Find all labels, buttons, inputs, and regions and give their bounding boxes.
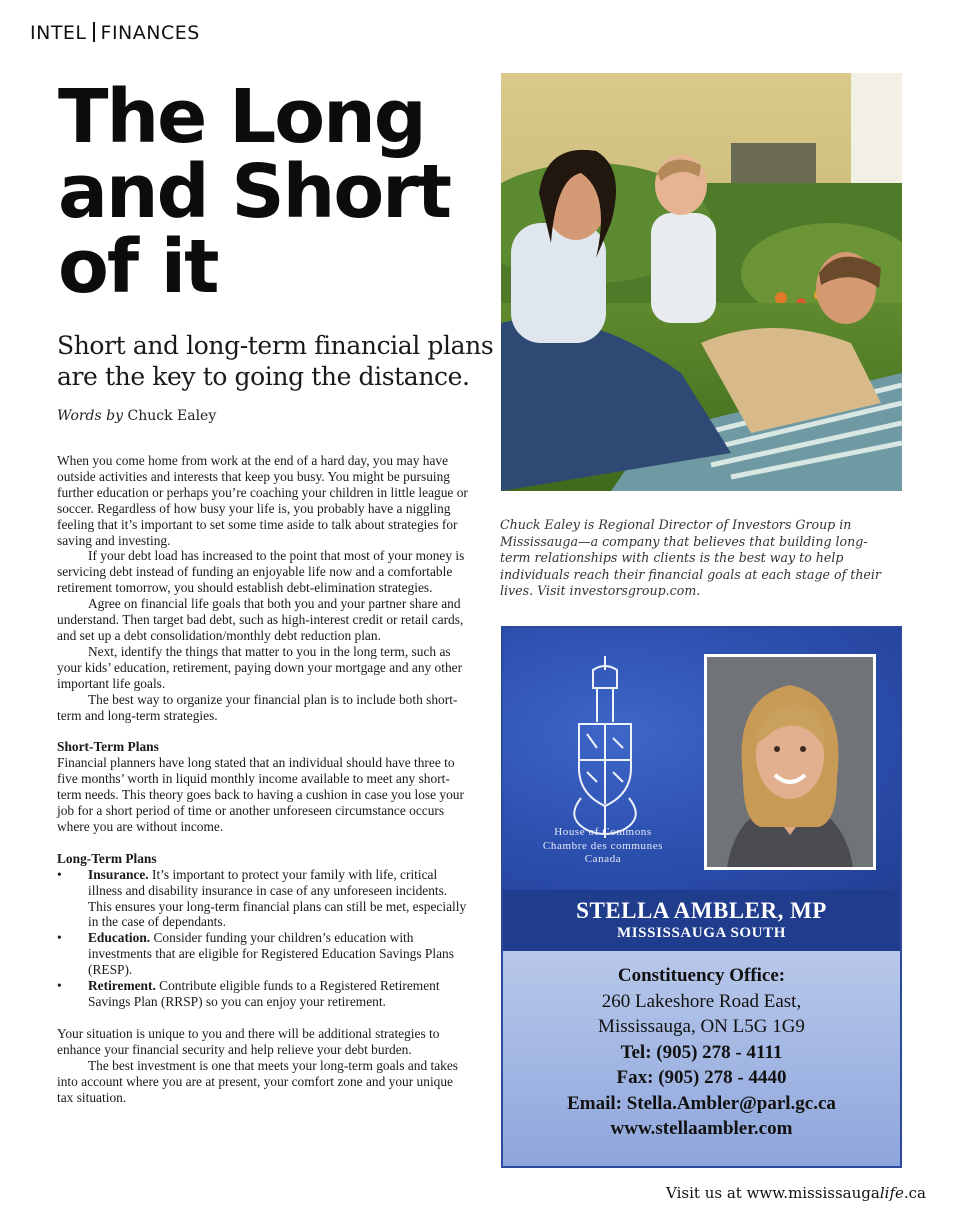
long-term-heading: Long-Term Plans	[57, 850, 157, 866]
headline-line: and Short	[58, 149, 451, 235]
office-fax: Fax: (905) 278 - 4440	[616, 1067, 787, 1088]
office-phone: Tel: (905) 278 - 4111	[620, 1041, 783, 1063]
list-item	[57, 867, 471, 931]
mp-riding: MISSISSAUGA SOUTH	[616, 925, 786, 941]
bullet-icon: •	[57, 866, 62, 882]
footer-suffix: .ca	[903, 1184, 926, 1202]
section-divider	[93, 22, 95, 42]
deck-line: are the key to going the distance.	[57, 362, 470, 391]
office-website: www.stellaambler.com	[610, 1118, 793, 1139]
footer-prefix: Visit us at www.mississauga	[666, 1184, 880, 1202]
article-paragraph: Next, identify the things that matter to you in the long term, such as your kids’ education, retirement, paying down your mortgage and any other important life goals.	[57, 643, 463, 691]
bullet-icon: •	[57, 978, 62, 994]
mp-advertisement	[501, 626, 902, 1168]
deck	[57, 330, 497, 392]
crest-line: House of Commons	[554, 826, 652, 838]
spacer	[57, 1010, 471, 1026]
article-paragraph: The best way to organize your financial plan is to include both short-term and long-term strategies.	[57, 691, 458, 723]
section-tag	[30, 22, 200, 44]
office-email: Email: Stella.Ambler@parl.gc.ca	[567, 1092, 836, 1114]
office-heading: Constituency Office:	[617, 965, 786, 986]
family-photo	[501, 73, 902, 491]
crest-caption	[513, 826, 693, 867]
section-tag-left: INTEL	[30, 22, 87, 44]
ad-contact-panel	[503, 951, 900, 1166]
byline-author: Chuck Ealey	[127, 408, 217, 424]
list-item-label: Retirement.	[88, 978, 156, 994]
list-item-label: Education.	[88, 930, 151, 946]
closing-paragraph: Your situation is unique to you and there will be additional strategies to enhance your financial security and help relieve your debt burden.	[57, 1025, 440, 1057]
long-term-list	[57, 867, 471, 1010]
list-item-text: Consider funding your children’s education with investments that are eligible for Registered Education Savings Plans (RESP).	[88, 930, 454, 978]
footer-promo	[666, 1184, 926, 1202]
article-paragraph: If your debt load has increased to the point that most of your money is servicing debt instead of funding an enjoyable life now and a comfortable retirement tomorrow, you should establish debt-elimination strategies.	[57, 548, 465, 596]
article-paragraph: Agree on financial life goals that both you and your partner share and understand. Then target bad debt, such as high-interest credit or retail cards, and set up a debt consolidation/monthly debt reduction plan.	[57, 596, 464, 643]
headline-line: The Long	[58, 74, 425, 160]
family-photo-illustration	[501, 73, 902, 491]
mp-name: STELLA AMBLER, MP	[576, 898, 827, 923]
footer-life: life	[879, 1184, 904, 1202]
crest-line: Chambre des communes	[542, 839, 664, 852]
ad-name-band	[503, 890, 900, 951]
section-tag-right: FINANCES	[100, 22, 200, 44]
byline	[57, 408, 216, 424]
mp-portrait	[704, 654, 876, 870]
headline	[58, 74, 488, 310]
list-item	[57, 930, 471, 978]
office-address-line: Mississauga, ON L5G 1G9	[598, 1016, 805, 1037]
list-item-text: It’s important to protect your family with life, critical illness and disability insurance in case of any unforeseen incidents. This ensures your long-term financial plans can still be met, especially in the case of dependants.	[88, 866, 467, 930]
short-term-text: Financial planners have long stated that an individual should have three to five months’ worth in liquid monthly income available to meet any short-term needs. This theory goes back to having a cushion in case you lose your job for a short period of time or another unforeseen circumstance occurs where you are without income.	[57, 755, 464, 834]
ad-header-panel	[503, 628, 900, 890]
bullet-icon: •	[57, 930, 62, 946]
byline-prefix: Words by	[57, 408, 124, 424]
list-item	[57, 978, 471, 1010]
spacer	[57, 835, 471, 851]
mp-portrait-illustration	[707, 657, 873, 867]
closing-paragraph: The best investment is one that meets your long-term goals and takes into account where you are at present, your comfort zone and your unique tax situation.	[57, 1057, 459, 1105]
article-body	[57, 453, 471, 1105]
photo-caption: Chuck Ealey is Regional Director of Investors Group in Mississauga—a company that believes that building long-term relationships with clients is the best way to help individuals reach their financial goals at each stage of their lives. Visit investorsgroup.com.	[500, 517, 881, 599]
short-term-heading: Short-Term Plans	[57, 739, 159, 755]
list-item-text: Contribute eligible funds to a Registered Retirement Savings Plan (RRSP) so you can enjoy your retirement.	[88, 978, 440, 1009]
deck-line: Short and long-term financial plans	[57, 331, 494, 360]
headline-line: of it	[58, 224, 218, 310]
crest-line: Canada	[584, 853, 622, 865]
list-item-label: Insurance.	[88, 866, 149, 882]
article-paragraph: When you come home from work at the end of a hard day, you may have outside activities and interests that keep you busy. You might be pursuing further education or perhaps you’re coaching your children in little league or soccer. Regardless of how busy your life is, you probably have a niggling feeling that it’s important to set some time aside to talk about strategies for saving and investing.	[57, 453, 468, 548]
office-address-line: 260 Lakeshore Road East,	[601, 990, 802, 1012]
spacer	[57, 723, 471, 739]
